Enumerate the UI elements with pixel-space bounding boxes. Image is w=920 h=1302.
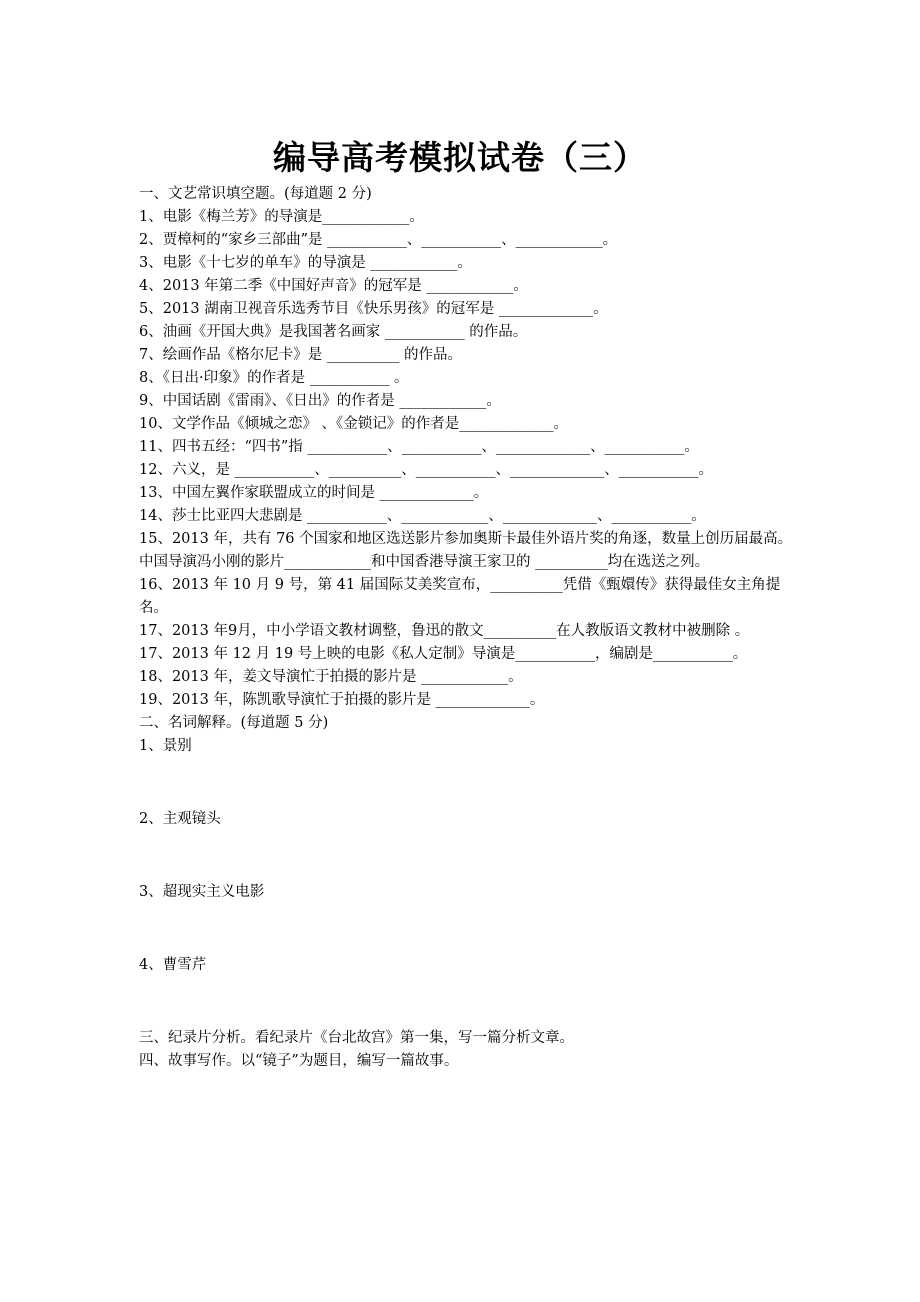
question-19: 19、2013 年，陈凯歌导演忙于拍摄的影片是 _____________。 xyxy=(139,692,545,708)
question-17a: 17、2013 年9月，中小学语文教材调整，鲁迅的散文__________在人教版语文教材中被删除 。 xyxy=(139,623,750,639)
question-2: 2、贾樟柯的“家乡三部曲”是 ___________、___________、____________。 xyxy=(139,232,618,248)
question-5: 5、2013 湖南卫视音乐选秀节目《快乐男孩》的冠军是 _____________。 xyxy=(139,301,608,317)
question-17b: 17、2013 年 12 月 19 号上映的电影《私人定制》导演是___________，编剧是___________。 xyxy=(139,646,748,662)
question-1: 1、电影《梅兰芳》的导演是____________。 xyxy=(139,209,424,225)
question-7: 7、绘画作品《格尔尼卡》是 __________ 的作品。 xyxy=(139,347,462,363)
answer-space-4 xyxy=(139,977,799,1027)
section-4-heading: 四、故事写作。以“镜子”为题目，编写一篇故事。 xyxy=(139,1053,459,1069)
question-15: 15、2013 年，共有 76 个国家和地区选送影片参加奥斯卡最佳外语片奖的角逐，数量上创历届最高。中国导演冯小刚的影片____________和中国香港导演王家卫的 __________均在选送之列。 xyxy=(139,531,793,570)
section-1-heading: 一、文艺常识填空题。(每道题 2 分) xyxy=(139,186,372,202)
question-10: 10、文学作品《倾城之恋》 、《金锁记》的作者是_____________。 xyxy=(139,416,569,432)
answer-space-3 xyxy=(139,904,799,954)
term-2: 2、主观镜头 xyxy=(139,811,221,827)
answer-space-2 xyxy=(139,831,799,881)
question-18: 18、2013 年，姜文导演忙于拍摄的影片是 ____________。 xyxy=(139,669,523,685)
question-9: 9、中国话剧《雷雨》、《日出》的作者是 ____________。 xyxy=(139,393,501,409)
question-14: 14、莎士比亚四大悲剧是 ___________、____________、_____________、___________。 xyxy=(139,508,706,524)
section-2-heading: 二、名词解释。(每道题 5 分) xyxy=(139,715,329,731)
term-1: 1、景别 xyxy=(139,738,192,754)
question-8: 8、《日出·印象》的作者是 ___________ 。 xyxy=(139,370,409,386)
question-13: 13、中国左翼作家联盟成立的时间是 _____________。 xyxy=(139,485,489,501)
section-3-heading: 三、纪录片分析。看纪录片《台北故宫》第一集，写一篇分析文章。 xyxy=(139,1030,574,1046)
question-6: 6、油画《开国大典》是我国著名画家 ___________ 的作品。 xyxy=(139,324,528,340)
question-16: 16、2013 年 10 月 9 号，第 41 届国际艾美奖宣布，__________凭借《甄嬛传》获得最佳女主角提名。 xyxy=(139,577,781,616)
question-3: 3、电影《十七岁的单车》的导演是 ____________。 xyxy=(139,255,472,271)
question-12: 12、六义，是 ___________、__________、___________、_____________、___________。 xyxy=(139,462,714,478)
exam-content xyxy=(139,183,799,1073)
question-11: 11、四书五经：“四书”指 ___________、___________、_____________、___________。 xyxy=(139,439,699,455)
question-4: 4、2013 年第二季《中国好声音》的冠军是 ____________。 xyxy=(139,278,528,294)
term-4: 4、曹雪芹 xyxy=(139,957,207,973)
term-3: 3、超现实主义电影 xyxy=(139,884,265,900)
answer-space-1 xyxy=(139,758,799,808)
page-title: 编导高考模拟试卷（三） xyxy=(273,138,647,177)
